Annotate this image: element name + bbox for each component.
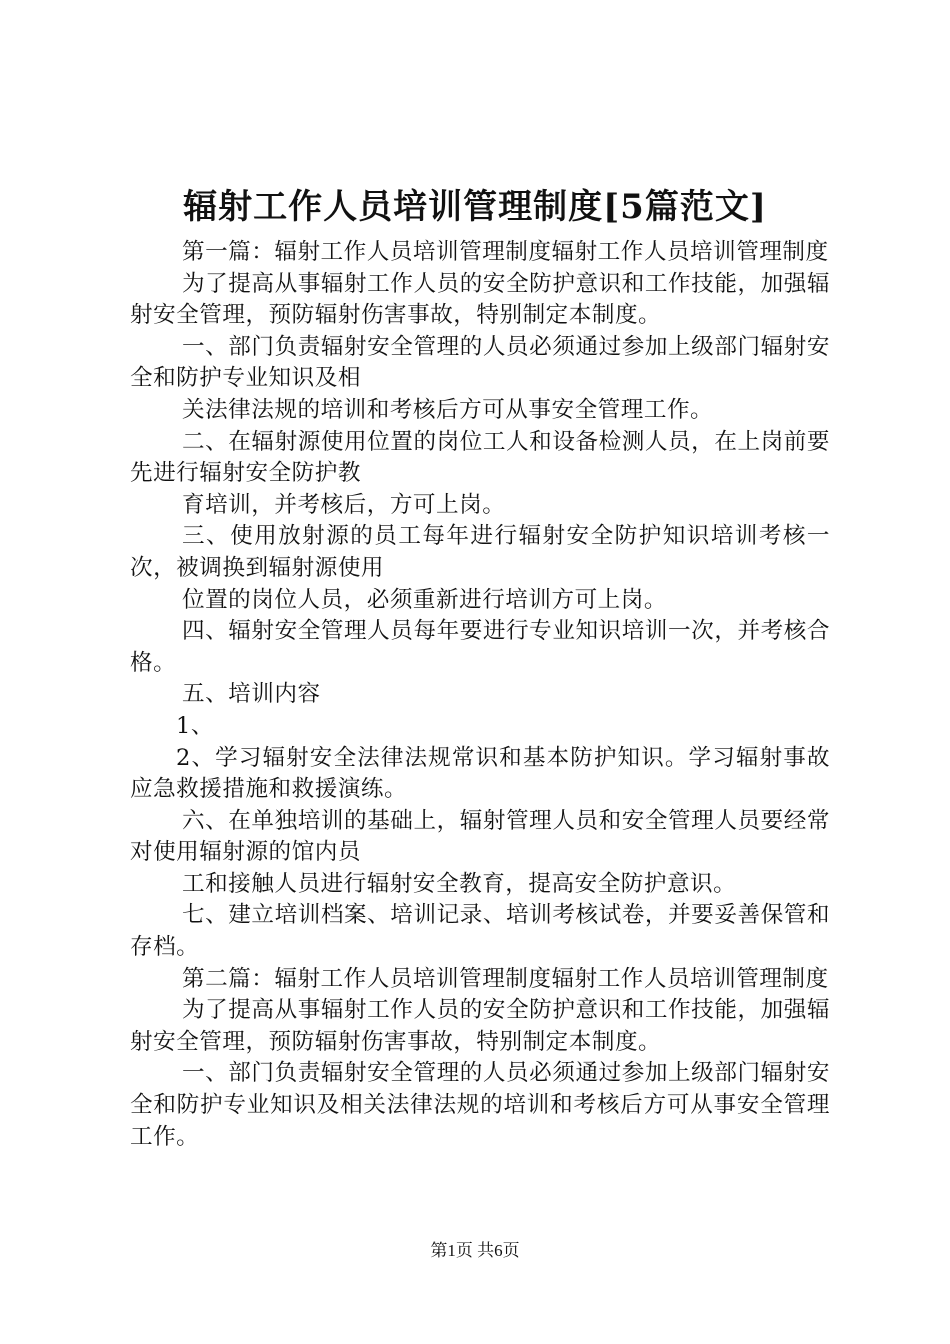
paragraph: 五、培训内容 xyxy=(182,681,321,708)
paragraph: 关法律法规的培训和考核后方可从事安全管理工作。 xyxy=(182,396,714,423)
paragraph: 第一篇：辐射工作人员培训管理制度辐射工作人员培训管理制度 xyxy=(182,239,829,265)
paragraph: 四、辐射安全管理人员每年要进行专业知识培训一次，并考核合格。 xyxy=(130,618,830,676)
paragraph: 二、在辐射源使用位置的岗位工人和设备检测人员，在上岗前要先进行辐射安全防护教 xyxy=(130,428,830,487)
paragraph: 为了提高从事辐射工作人员的安全防护意识和工作技能，加强辐射安全管理，预防辐射伤害事故，特别制定本制度。 xyxy=(130,270,830,329)
paragraph: 三、使用放射源的员工每年进行辐射安全防护知识培训考核一次，被调换到辐射源使用 xyxy=(130,523,830,581)
paragraph: 第二篇：辐射工作人员培训管理制度辐射工作人员培训管理制度 xyxy=(182,965,829,992)
page-footer: 第1页 共6页 xyxy=(430,1241,520,1260)
paragraph: 工和接触人员进行辐射安全教育，提高安全防护意识。 xyxy=(182,870,737,897)
paragraph: 位置的岗位人员，必须重新进行培训方可上岗。 xyxy=(182,586,667,613)
paragraph: 六、在单独培训的基础上，辐射管理人员和安全管理人员要经常对使用辐射源的馆内员 xyxy=(130,807,830,866)
paragraph: 育培训，并考核后，方可上岗。 xyxy=(182,491,506,518)
document-body xyxy=(130,237,830,1153)
paragraph: 一、部门负责辐射安全管理的人员必须通过参加上级部门辐射安全和防护专业知识及相关法律法规的培训和考核后方可从事安全管理工作。 xyxy=(130,1060,830,1150)
paragraph: 1、 xyxy=(176,712,214,739)
paragraph: 为了提高从事辐射工作人员的安全防护意识和工作技能，加强辐射安全管理，预防辐射伤害事故，特别制定本制度。 xyxy=(130,997,830,1055)
paragraph: 一、部门负责辐射安全管理的人员必须通过参加上级部门辐射安全和防护专业知识及相 xyxy=(130,333,830,392)
paragraph: 2、学习辐射安全法律法规常识和基本防护知识。学习辐射事故应急救援措施和救援演练。 xyxy=(130,744,830,803)
page-title: 辐射工作人员培训管理制度[5篇范文] xyxy=(183,187,767,227)
paragraph: 七、建立培训档案、培训记录、培训考核试卷，并要妥善保管和存档。 xyxy=(130,902,830,961)
